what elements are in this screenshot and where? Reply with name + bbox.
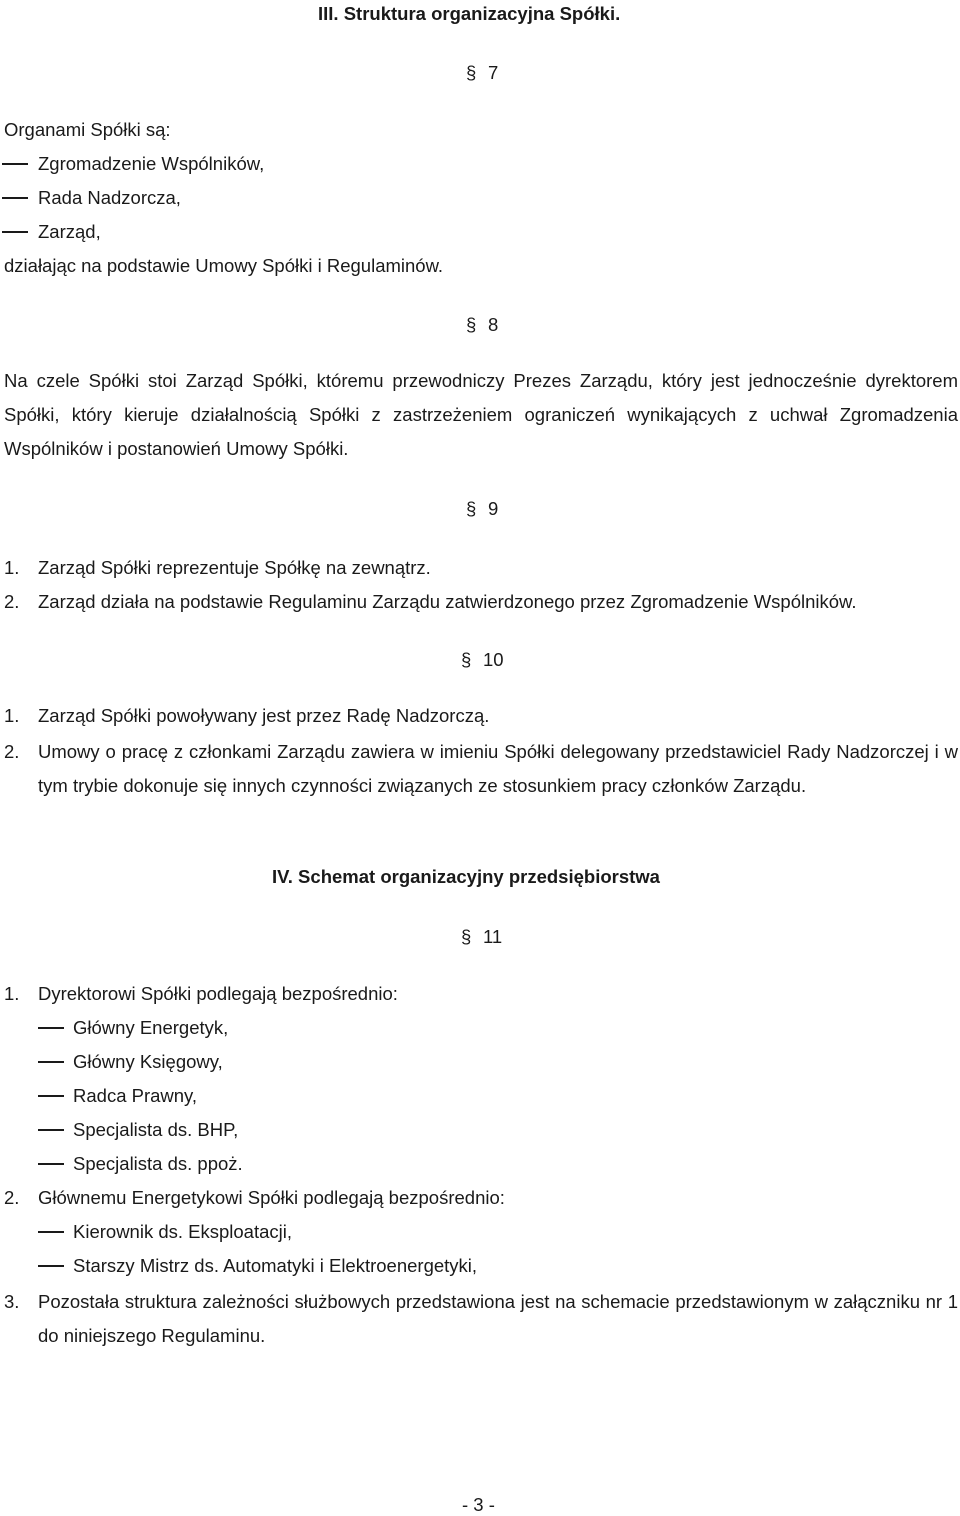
item-text: Dyrektorowi Spółki podlegają bezpośrednio: — [38, 983, 398, 1004]
list-item: Rada Nadzorcza, — [38, 187, 181, 208]
dash-bullet — [2, 197, 28, 199]
dash-bullet — [38, 1231, 64, 1233]
list-item: Specjalista ds. ppoż. — [73, 1153, 243, 1174]
chapter-3-heading: III. Struktura organizacyjna Spółki. — [318, 3, 621, 24]
list-item: Radca Prawny, — [73, 1085, 198, 1106]
section-7-closing: działając na podstawie Umowy Spółki i Regulaminów. — [4, 255, 444, 276]
section-8-paragraph: Na czele Spółki stoi Zarząd Spółki, któremu przewodniczy Prezes Zarządu, który jest jednocześnie dyrektorem Spółki, który kieruje działalnością Spółki z zastrzeżeniem ograniczeń wynikających z uchwał Zgromadzenia Wspólników i postanowień Umowy Spółki. — [4, 370, 958, 459]
item-text: Zarząd działa na podstawie Regulaminu Zarządu zatwierdzonego przez Zgromadzenie Wspólników. — [38, 591, 857, 612]
item-number: 2. — [4, 1187, 20, 1208]
page-number: - 3 - — [462, 1494, 495, 1515]
section-number: 8 — [488, 314, 499, 335]
section-symbol: § — [466, 314, 477, 335]
section-number: 7 — [488, 62, 499, 83]
section-number: 10 — [483, 649, 504, 670]
section-symbol: § — [466, 498, 477, 519]
item-number: 3. — [4, 1291, 20, 1312]
section-symbol: § — [466, 62, 477, 83]
section-symbol: § — [461, 926, 472, 947]
list-item: Kierownik ds. Eksploatacji, — [73, 1221, 293, 1242]
dash-bullet — [38, 1061, 64, 1063]
list-item: Starszy Mistrz ds. Automatyki i Elektroenergetyki, — [73, 1255, 478, 1276]
dash-bullet — [38, 1027, 64, 1029]
chapter-4-heading: IV. Schemat organizacyjny przedsiębiorstwa — [272, 866, 660, 887]
dash-bullet — [38, 1129, 64, 1131]
section-number: 11 — [483, 926, 503, 947]
dash-bullet — [2, 163, 28, 165]
item-text: Pozostała struktura zależności służbowych przedstawiona jest na schemacie przedstawionym w załączniku nr 1 do niniejszego Regulaminu. — [38, 1291, 958, 1346]
dash-bullet — [38, 1095, 64, 1097]
list-item: Główny Księgowy, — [73, 1051, 223, 1072]
list-item: Zarząd, — [38, 221, 101, 242]
list-item: Główny Energetyk, — [73, 1017, 229, 1038]
dash-bullet — [2, 231, 28, 233]
item-number: 2. — [4, 591, 20, 612]
dash-bullet — [38, 1163, 64, 1165]
item-number: 1. — [4, 705, 20, 726]
section-number: 9 — [488, 498, 499, 519]
item-text: Zarząd Spółki reprezentuje Spółkę na zewnątrz. — [38, 557, 431, 578]
item-text: Zarząd Spółki powoływany jest przez Radę Nadzorczą. — [38, 705, 490, 726]
item-number: 1. — [4, 557, 20, 578]
item-text: Umowy o pracę z członkami Zarządu zawiera w imieniu Spółki delegowany przedstawiciel Rady Nadzorczej i w tym trybie dokonuje się innych czynności związanych ze stosunkiem pracy członków Zarządu. — [38, 741, 958, 796]
item-number: 1. — [4, 983, 20, 1004]
list-item: Zgromadzenie Wspólników, — [38, 153, 265, 174]
item-number: 2. — [4, 741, 20, 762]
section-symbol: § — [461, 649, 472, 670]
section-7-intro: Organami Spółki są: — [4, 119, 171, 140]
list-item: Specjalista ds. BHP, — [73, 1119, 239, 1140]
item-text: Głównemu Energetykowi Spółki podlegają bezpośrednio: — [38, 1187, 505, 1208]
dash-bullet — [38, 1265, 64, 1267]
